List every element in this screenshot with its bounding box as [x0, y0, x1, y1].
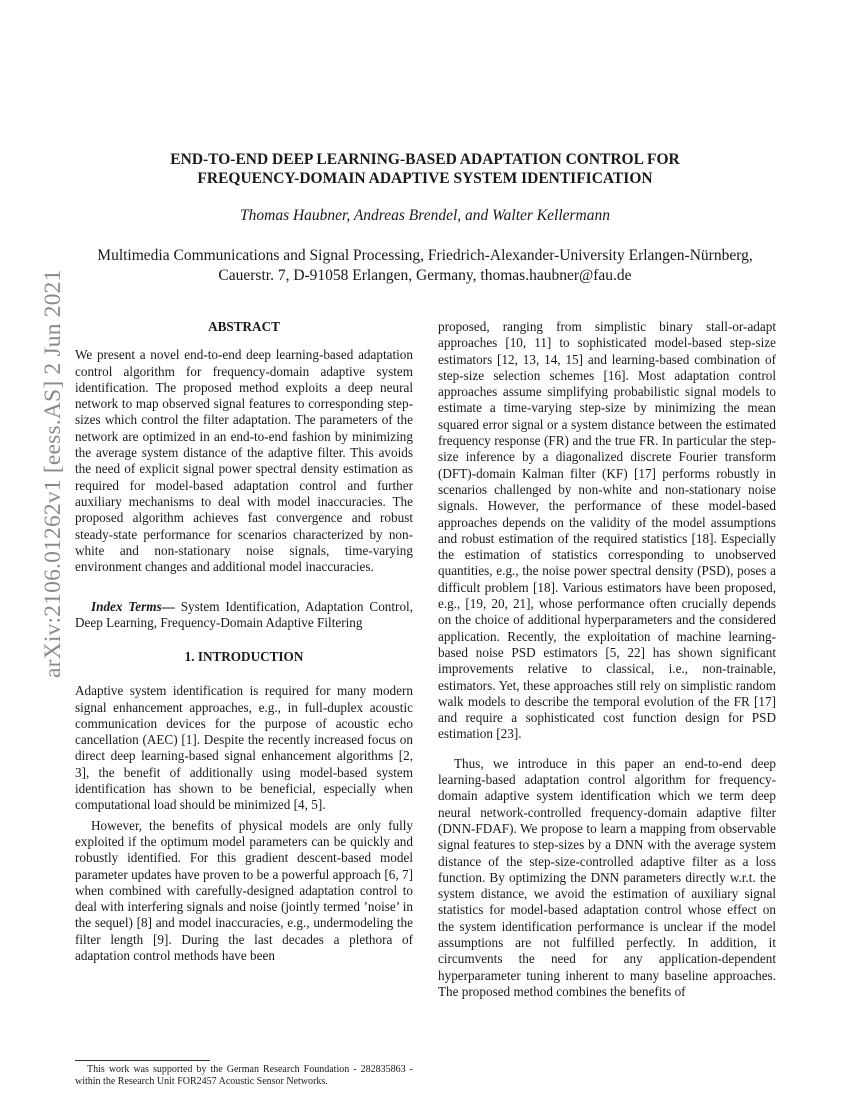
index-terms: [75, 599, 413, 632]
abstract-section: [75, 319, 413, 575]
paper-title: [90, 150, 760, 188]
footnote-text: This work was supported by the German Research Foundation - 282835863 - within the Research Unit FOR2457 Acoustic Sensor Networks.: [75, 1064, 413, 1087]
right-column: [438, 319, 776, 1000]
index-terms-text: System Identification, Adaptation Control, Deep Learning, Frequency-Domain Adaptive Filtering: [75, 599, 413, 631]
index-terms-label: Index Terms—: [91, 599, 175, 614]
intro-paragraph-3: proposed, ranging from simplistic binary stall-or-adapt approaches [10, 11] to sophisticated model-based step-size estimators [12, 13, 14, 15] and learning-based combination of step-size selection schemes [16]. Most adaptation control approaches assume simplifying probabilistic signal models to estimate a time-varying step-size by minimizing the mean squared error signal or a system distance between the estimated frequency response (FR) and the true FR. In particular the step-size inference by a diagonalized discrete Fourier transform (DFT)-domain Kalman filter (KF) [17] performs robustly in scenarios challenged by non-white and non-stationary noise signals. However, the performance of these model-based approaches depends on the validity of the model assumptions and robust estimation of the required statistics [18]. Especially the estimation of statistics corresponding to unobserved quantities, e.g., the noise power spectral density (PSD), poses a difficult problem [18]. Various estimators have been proposed, e.g., [19, 20, 21], whose performance often crucially depends on the choice of additional hyperparameters and the considered application. Recently, the exploitation of machine learning-based noise PSD estimators [5, 22] has shown significant improvements relative to classical, i.e., non-trainable, estimators. Yet, these approaches still rely on simplistic random walk models to describe the temporal evolution of the FR [17] and require a sophisticated cost function design for PSD estimation [23].: [438, 319, 776, 742]
affiliation: [70, 246, 780, 286]
introduction-section: [75, 649, 413, 964]
title-line-1: END-TO-END DEEP LEARNING-BASED ADAPTATION CONTROL FOR: [170, 151, 680, 168]
intro-paragraph-4: Thus, we introduce in this paper an end-to-end deep learning-based adaptation control algorithm for frequency-domain adaptive system identification which we term deep neural network-controlled frequency-domain adaptive filter (DNN-FDAF). We propose to learn a mapping from observable signal features to step-sizes by a DNN with the average system distance of the step-size-controlled adaptive filter as a loss function. By optimizing the DNN parameters directly w.r.t. the system distance, we avoid the estimation of auxiliary signal statistics for model-based adaptation control whose effect on the system identification performance is unclear if the model assumptions are not fulfilled perfectly. In addition, it circumvents the need for any application-dependent hyperparameter tuning inherent to many baseline approaches. The proposed method combines the benefits of: [438, 755, 776, 999]
abstract-body: We present a novel end-to-end deep learning-based adaptation control algorithm for frequency-domain adaptive system identification. The proposed method exploits a deep neural network to map observed signal features to corresponding step-sizes which control the filter adaptation. The parameters of the network are optimized in an end-to-end fashion by minimizing the average system distance of the adaptive filter. This avoids the need of explicit signal power spectral density estimation as required for model-based adaptation control and further auxiliary mechanisms to deal with model inaccuracies. The proposed algorithm achieves fast convergence and robust steady-state performance for scenarios characterized by non-white and non-stationary noise signals, time-varying environment changes and additional model inaccuracies.: [75, 347, 413, 575]
introduction-heading: 1. INTRODUCTION: [184, 649, 304, 664]
arxiv-sidebar-stamp: [20, 268, 66, 678]
footnote: [75, 1064, 413, 1088]
affiliation-line-2: Cauerstr. 7, D-91058 Erlangen, Germany, thomas.haubner@fau.de: [218, 267, 632, 284]
intro-paragraph-1: Adaptive system identification is required for many modern signal enhancement approaches, e.g., in full-duplex acoustic communication devices for the purpose of acoustic echo cancellation (AEC) [1]. Despite the recently increased focus on direct deep learning-based signal enhancement algorithms [2, 3], the benefit of additionally using model-based system identification has shown to be beneficial, especially when computational load should be minimized [4, 5].: [75, 683, 413, 813]
title-line-2: FREQUENCY-DOMAIN ADAPTIVE SYSTEM IDENTIFICATION: [197, 170, 653, 187]
footnote-divider: [75, 1060, 210, 1061]
abstract-heading: ABSTRACT: [208, 319, 280, 334]
author-list: Thomas Haubner, Andreas Brendel, and Walter Kellermann: [240, 207, 610, 224]
arxiv-identifier: arXiv:2106.01262v1 [eess.AS] 2 Jun 2021: [40, 269, 66, 678]
affiliation-line-1: Multimedia Communications and Signal Processing, Friedrich-Alexander-University Erlangen-Nürnberg,: [97, 247, 753, 264]
intro-paragraph-2: However, the benefits of physical models are only fully exploited if the optimum model parameters can be quickly and robustly identified. For this gradient descent-based model parameter updates have proven to be a powerful approach [6, 7] when combined with carefully-designed adaptation control to deal with interfering signals and noise (jointly termed ’noise’ in the sequel) [8] and model inaccuracies, e.g., undermodeling the filter length [9]. During the last decades a plethora of adaptation control methods have been: [75, 817, 413, 964]
